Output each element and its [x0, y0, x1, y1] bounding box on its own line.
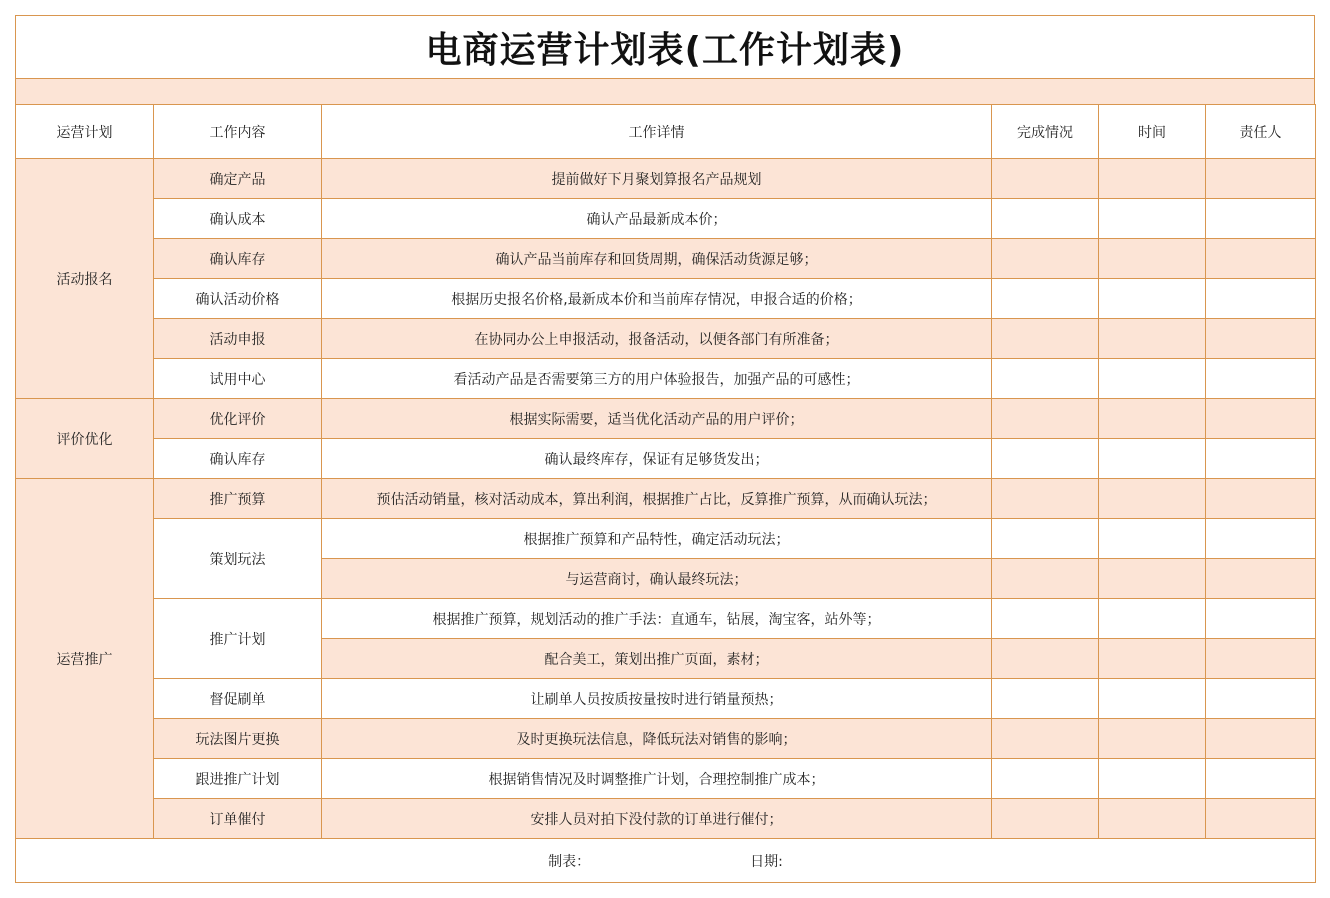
status-cell[interactable] [992, 559, 1099, 599]
table-row [16, 279, 1316, 319]
time-cell[interactable] [1099, 359, 1206, 399]
status-cell[interactable] [992, 239, 1099, 279]
table-row [16, 799, 1316, 839]
time-cell[interactable] [1099, 199, 1206, 239]
plan-cell: 活动报名 [16, 159, 154, 399]
time-cell[interactable] [1099, 519, 1206, 559]
header-plan: 运营计划 [16, 105, 154, 159]
detail-cell: 根据推广预算和产品特性，确定活动玩法； [322, 519, 992, 559]
content-cell: 推广预算 [154, 479, 322, 519]
content-cell: 活动申报 [154, 319, 322, 359]
owner-cell[interactable] [1206, 639, 1316, 679]
status-cell[interactable] [992, 279, 1099, 319]
footer-row [16, 839, 1316, 883]
status-cell[interactable] [992, 639, 1099, 679]
owner-cell[interactable] [1206, 239, 1316, 279]
status-cell[interactable] [992, 479, 1099, 519]
plan-sheet [15, 15, 1315, 883]
table-row [16, 479, 1316, 519]
owner-cell[interactable] [1206, 199, 1316, 239]
table-row [16, 159, 1316, 199]
detail-cell: 让刷单人员按质按量按时进行销量预热； [322, 679, 992, 719]
status-cell[interactable] [992, 439, 1099, 479]
owner-cell[interactable] [1206, 599, 1316, 639]
table-row [16, 439, 1316, 479]
detail-cell: 根据销售情况及时调整推广计划，合理控制推广成本； [322, 759, 992, 799]
status-cell[interactable] [992, 679, 1099, 719]
time-cell[interactable] [1099, 159, 1206, 199]
detail-cell: 确认产品最新成本价； [322, 199, 992, 239]
status-cell[interactable] [992, 399, 1099, 439]
content-cell: 督促刷单 [154, 679, 322, 719]
date-label: 日期: [750, 853, 783, 870]
time-cell[interactable] [1099, 799, 1206, 839]
detail-cell: 预估活动销量，核对活动成本，算出利润，根据推广占比，反算推广预算，从而确认玩法； [322, 479, 992, 519]
owner-cell[interactable] [1206, 399, 1316, 439]
owner-cell[interactable] [1206, 319, 1316, 359]
owner-cell[interactable] [1206, 439, 1316, 479]
plan-cell: 评价优化 [16, 399, 154, 479]
detail-cell: 提前做好下月聚划算报名产品规划 [322, 159, 992, 199]
maker-label: 制表： [548, 853, 591, 870]
table-row [16, 239, 1316, 279]
header-time: 时间 [1099, 105, 1206, 159]
detail-cell: 根据推广预算，规划活动的推广手法：直通车，钻展，淘宝客，站外等； [322, 599, 992, 639]
header-content: 工作内容 [154, 105, 322, 159]
owner-cell[interactable] [1206, 279, 1316, 319]
detail-cell: 与运营商讨，确认最终玩法； [322, 559, 992, 599]
table-row [16, 199, 1316, 239]
detail-cell: 根据实际需要，适当优化活动产品的用户评价； [322, 399, 992, 439]
owner-cell[interactable] [1206, 479, 1316, 519]
title-band [15, 79, 1315, 104]
time-cell[interactable] [1099, 679, 1206, 719]
time-cell[interactable] [1099, 479, 1206, 519]
table-body [16, 159, 1316, 839]
detail-cell: 配合美工，策划出推广页面，素材； [322, 639, 992, 679]
status-cell[interactable] [992, 719, 1099, 759]
status-cell[interactable] [992, 359, 1099, 399]
table-row [16, 679, 1316, 719]
content-cell: 推广计划 [154, 599, 322, 679]
status-cell[interactable] [992, 159, 1099, 199]
detail-cell: 及时更换玩法信息，降低玩法对销售的影响； [322, 719, 992, 759]
time-cell[interactable] [1099, 559, 1206, 599]
table-row [16, 519, 1316, 559]
time-cell[interactable] [1099, 319, 1206, 359]
content-cell: 试用中心 [154, 359, 322, 399]
owner-cell[interactable] [1206, 159, 1316, 199]
time-cell[interactable] [1099, 439, 1206, 479]
table-row [16, 599, 1316, 639]
status-cell[interactable] [992, 799, 1099, 839]
time-cell[interactable] [1099, 239, 1206, 279]
time-cell[interactable] [1099, 599, 1206, 639]
time-cell[interactable] [1099, 639, 1206, 679]
content-cell: 订单催付 [154, 799, 322, 839]
owner-cell[interactable] [1206, 759, 1316, 799]
detail-cell: 在协同办公上申报活动，报备活动，以便各部门有所准备； [322, 319, 992, 359]
table-row [16, 759, 1316, 799]
owner-cell[interactable] [1206, 359, 1316, 399]
owner-cell[interactable] [1206, 679, 1316, 719]
table-row [16, 359, 1316, 399]
footer-cell [16, 839, 1316, 883]
status-cell[interactable] [992, 759, 1099, 799]
plan-table [15, 104, 1316, 883]
time-cell[interactable] [1099, 279, 1206, 319]
status-cell[interactable] [992, 199, 1099, 239]
content-cell: 策划玩法 [154, 519, 322, 599]
status-cell[interactable] [992, 519, 1099, 559]
content-cell: 优化评价 [154, 399, 322, 439]
content-cell: 确认库存 [154, 439, 322, 479]
time-cell[interactable] [1099, 759, 1206, 799]
content-cell: 确认库存 [154, 239, 322, 279]
detail-cell: 确认最终库存，保证有足够货发出； [322, 439, 992, 479]
status-cell[interactable] [992, 599, 1099, 639]
sheet-title: 电商运营计划表(工作计划表) [15, 15, 1315, 79]
content-cell: 确定产品 [154, 159, 322, 199]
content-cell: 确认成本 [154, 199, 322, 239]
detail-cell: 安排人员对拍下没付款的订单进行催付； [322, 799, 992, 839]
detail-cell: 确认产品当前库存和回货周期，确保活动货源足够； [322, 239, 992, 279]
owner-cell[interactable] [1206, 799, 1316, 839]
owner-cell[interactable] [1206, 719, 1316, 759]
time-cell[interactable] [1099, 719, 1206, 759]
content-cell: 跟进推广计划 [154, 759, 322, 799]
owner-cell[interactable] [1206, 559, 1316, 599]
plan-cell: 运营推广 [16, 479, 154, 839]
detail-cell: 看活动产品是否需要第三方的用户体验报告，加强产品的可感性； [322, 359, 992, 399]
header-detail: 工作详情 [322, 105, 992, 159]
content-cell: 玩法图片更换 [154, 719, 322, 759]
table-row [16, 319, 1316, 359]
header-status: 完成情况 [992, 105, 1099, 159]
owner-cell[interactable] [1206, 519, 1316, 559]
content-cell: 确认活动价格 [154, 279, 322, 319]
status-cell[interactable] [992, 319, 1099, 359]
table-row [16, 399, 1316, 439]
time-cell[interactable] [1099, 399, 1206, 439]
detail-cell: 根据历史报名价格,最新成本价和当前库存情况，申报合适的价格； [322, 279, 992, 319]
header-owner: 责任人 [1206, 105, 1316, 159]
header-row [16, 105, 1316, 159]
table-row [16, 719, 1316, 759]
